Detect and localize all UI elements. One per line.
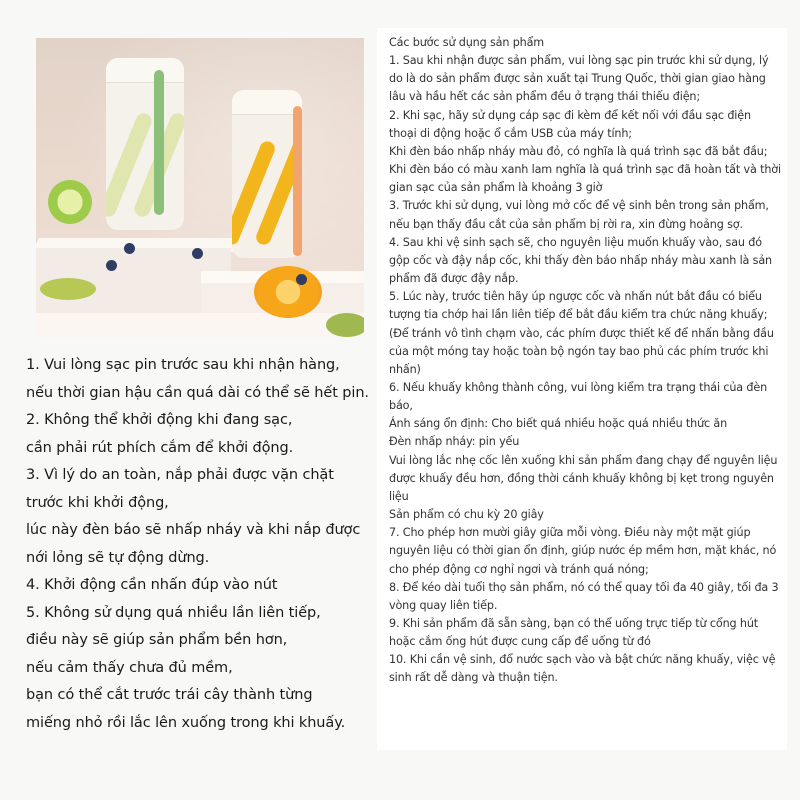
step-line: Ánh sáng ổn định: Cho biết quá nhiều hoặc quá nhiều thức ăn [389,417,728,431]
step-line: 8. Để kéo dài tuổi thọ sản phẩm, nó có thể quay tối đa 40 giây, tối đa 3 [389,580,779,594]
lime-slice [48,180,92,224]
step-line: Sản phẩm có chu kỳ 20 giây [389,508,544,522]
step-line: liệu [389,489,409,503]
left-line: nới lỏng sẽ tự động dừng. [26,549,210,566]
step-line: nếu bạn thấy đầu cắt của sản phẩm bị rời ra, xin đừng hoảng sợ. [389,217,743,231]
left-line: bạn có thể cắt trước trái cây thành từng [26,687,313,703]
left-line: trước khi khởi động, [26,494,169,511]
step-line: 4. Sau khi vệ sinh sạch sẽ, cho nguyên liệu muốn khuấy vào, sau đó [389,235,762,249]
orange-slice [254,266,322,318]
blender-cup-green [106,58,184,230]
cup-lid [106,58,184,83]
step-line: báo, [389,399,413,413]
step-line: 9. Khi sản phẩm đã sẵn sàng, bạn có thể uống trực tiếp từ cổng hút [389,617,759,630]
step-line: thoại di động hoặc ổ cắm USB của máy tính; [389,126,632,140]
cup-strap-green [154,70,164,215]
step-line: 2. Khi sạc, hãy sử dụng cáp sạc đi kèm để kết nối với đầu sạc điện [389,108,751,122]
step-line: vòng quay liên tiếp. [389,598,498,612]
step-line: 7. Cho phép hơn mười giây giữa mỗi vòng. Điều này một mặt giúp [389,526,751,540]
blender-cup-orange [232,90,302,258]
kiwi-slice [326,313,364,337]
blueberry [296,274,307,285]
left-line: 1. Vui lòng sạc pin trước sau khi nhận hàng, [26,357,340,373]
left-line: điều này sẽ giúp sản phẩm bền hơn, [26,632,288,648]
usage-steps-title: Các bước sử dụng sản phẩm [389,36,545,49]
step-line: Khi đèn báo có màu xanh lam nghĩa là quá trình sạc đã hoàn tất và thời [389,163,781,177]
step-line: gộp cốc và đậy nắp cốc, khi thấy đèn báo nhấp nháy màu xanh là sản [389,253,772,267]
step-line: lâu và hầu hết các sản phẩm đều ở trạng thái thiếu điện; [389,90,700,104]
left-line: 5. Không sử dụng quá nhiều lần liên tiếp, [26,604,321,621]
product-photo [36,38,364,338]
blueberry [106,260,117,271]
left-line: 4. Khởi động cần nhấn đúp vào nút [26,577,278,593]
step-line: 10. Khi cần vệ sinh, đổ nước sạch vào và bật chức năng khuấy, việc vệ [389,653,776,667]
step-line: sinh rất dễ dàng và thuận tiện. [389,671,558,685]
left-line: lúc này đèn báo sẽ nhấp nháy và khi nắp được [26,522,361,538]
step-line: Vui lòng lắc nhẹ cốc lên xuống khi sản phẩm đang chạy để nguyên liệu [389,453,778,467]
step-line: nhấn) [389,362,421,376]
left-line: nếu thời gian hậu cần quá dài có thể sẽ hết pin. [26,384,369,401]
step-line: 1. Sau khi nhận được sản phẩm, vui lòng sạc pin trước khi sử dụng, lý [389,54,769,68]
step-line: 6. Nếu khuấy không thành công, vui lòng kiểm tra trạng thái của đèn [389,380,768,394]
usage-steps [389,34,787,688]
step-line: tượng tia chớp hai lần liên tiếp để bắt đầu kiểm tra chức năng khuấy; [389,308,768,322]
step-line: 3. Trước khi sử dụng, vui lòng mở cốc để vệ sinh bên trong sản phẩm, [389,199,769,213]
left-instructions [26,352,376,737]
step-line: 5. Lúc này, trước tiên hãy úp ngược cốc và nhấn nút bắt đầu có biểu [389,290,762,304]
step-line: gian sạc của sản phẩm là khoảng 3 giờ [389,181,603,195]
left-line: 3. Vì lý do an toàn, nắp phải được vặn chặt [26,467,334,483]
left-line: cần phải rút phích cắm để khởi động. [26,439,294,456]
step-line: do là do sản phẩm được sản xuất tại Trung Quốc, thời gian giao hàng [389,72,766,86]
left-line: nếu cảm thấy chưa đủ mềm, [26,659,233,676]
left-line: 2. Không thể khởi động khi đang sạc, [26,412,293,428]
step-line: hoặc cắm ống hút được cung cấp để uống từ đó [389,635,651,649]
kiwi-slice [40,278,96,300]
blueberry [192,248,203,259]
pedestal-front [36,313,364,338]
step-line: Khi đèn báo nhấp nháy màu đỏ, có nghĩa là quá trình sạc đã bắt đầu; [389,144,768,158]
step-line: Đèn nhấp nháy: pin yếu [389,435,520,449]
step-line: của một móng tay hoặc toàn bộ ngón tay bao phủ các phím trước khi [389,344,769,358]
cup-strap-orange [293,106,302,256]
step-line: nguyên liệu có thời gian ổn định, giúp nước ép mềm hơn, mặt khác, nó [389,544,777,558]
left-line: miếng nhỏ rồi lắc lên xuống trong khi khuấy. [26,714,346,731]
step-line: cho phép động cơ nghỉ ngơi và tránh quá nóng; [389,562,649,576]
blueberry [124,243,135,254]
step-line: (Để tránh vô tình chạm vào, các phím được thiết kế để nhấn bằng đầu [389,326,774,340]
step-line: được khuấy đều hơn, đồng thời cánh khuấy không bị kẹt trong nguyên [389,471,774,485]
step-line: phẩm đã được đậy nắp. [389,272,519,286]
cup-lid [232,90,302,115]
